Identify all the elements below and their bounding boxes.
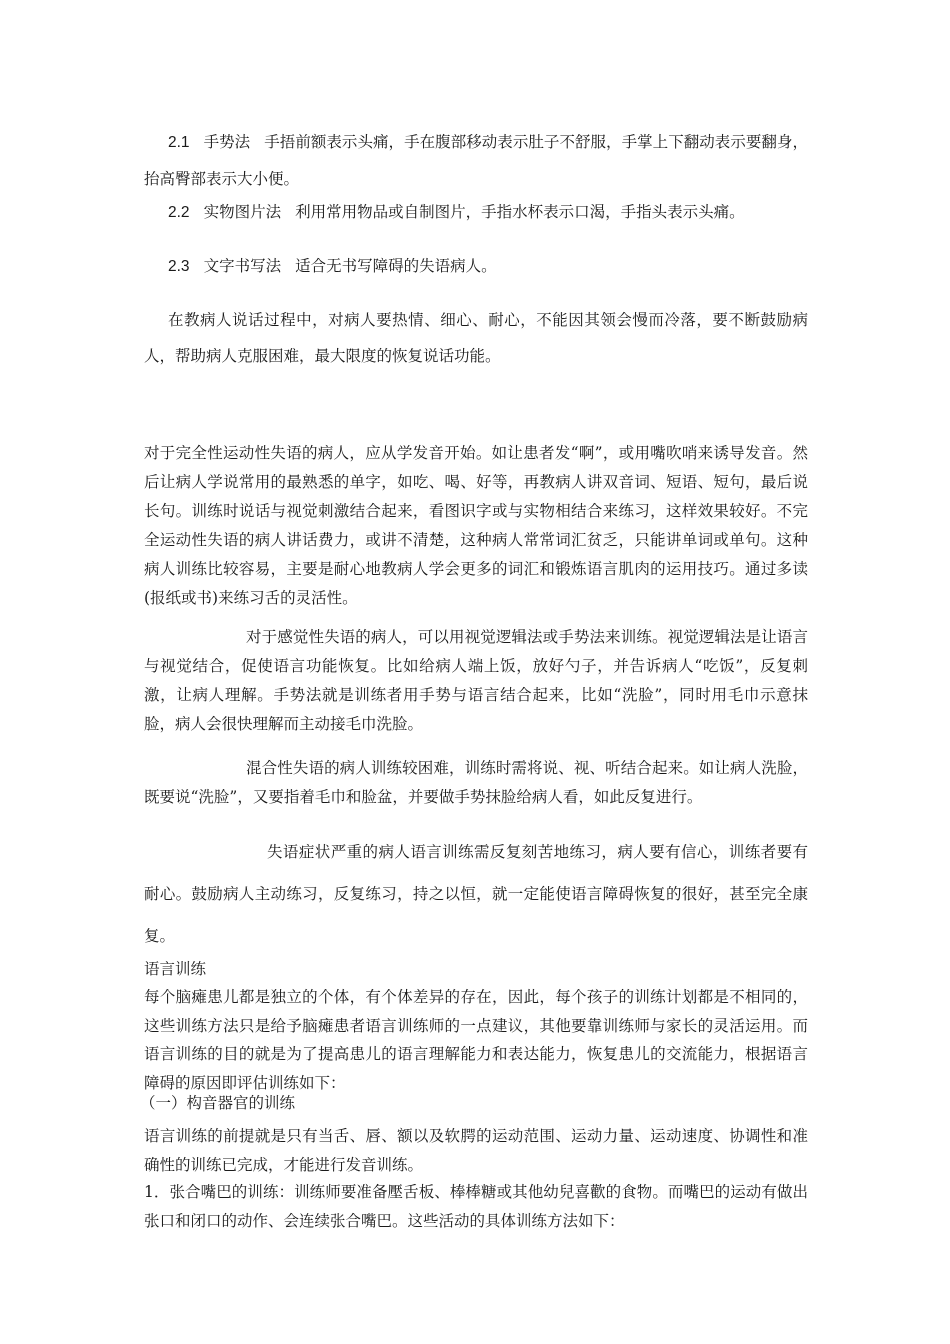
method-picture-text: 利用常用物品或自制图片，手指水杯表示口渴，手指头表示头痛。: [295, 203, 745, 221]
method-gesture-text: 手捂前额表示头痛，手在腹部移动表示肚子不舒服，手掌上下翻动表示要翻身，抬高臀部表示大小便。: [144, 133, 808, 188]
method-writing-number: 2.3: [168, 258, 190, 275]
encourage-paragraph: 在教病人说话过程中，对病人要热情、细心、耐心，不能因其领会慢而冷落，要不断鼓励病人，帮助病人克服困难，最大限度的恢复说话功能。: [144, 311, 808, 365]
method-writing-text: 适合无书写障碍的失语病人。: [295, 257, 497, 275]
severe-aphasia-paragraph: 失语症状严重的病人语言训练需反复刻苦地练习，病人要有信心，训练者要有耐心。鼓励病人主动练习，反复练习，持之以恒，就一定能使语言障碍恢复的很好，甚至完全康复。: [144, 843, 808, 945]
mixed-aphasia-paragraph: 混合性失语的病人训练较困难，训练时需将说、视、听结合起来。如让病人洗脸，既要说“洗脸”，又要指着毛巾和脸盆，并要做手势抹脸给病人看，如此反复进行。: [144, 759, 808, 806]
subsection-title: （一）构音器官的训练: [140, 1094, 296, 1112]
motor-aphasia-paragraph: 对于完全性运动性失语的病人，应从学发音开始。如让患者发“啊”，或用嘴吹哨来诱导发音。然后让病人学说常用的最熟悉的单字，如吃、喝、好等，再教病人讲双音词、短语、短句，最后说长句。训练时说话与视觉刺激结合起来，看图识字或与实物相结合来练习，这样效果较好。不完全运动性失语的病人讲话费力，或讲不清楚，这种病人常常词汇贫乏，只能讲单词或单句。这种病人训练比较容易，主要是耐心地教病人学会更多的词汇和锻炼语言肌肉的运用技巧。通过多读(报纸或书)来练习舌的灵活性。: [144, 444, 808, 607]
articulation-paragraph: 语言训练的前提就是只有当舌、唇、额以及软腭的运动范围、运动力量、运动速度、协调性和准确性的训练已完成，才能进行发音训练。: [144, 1127, 808, 1174]
method-picture-paragraph: [144, 196, 808, 229]
method-picture-number: 2.2: [168, 204, 190, 221]
method-gesture-number: 2.1: [168, 134, 190, 151]
method-picture-title: 实物图片法: [203, 203, 282, 221]
mouth-training-paragraph: 1．张合嘴巴的训练：训练师要准备壓舌板、棒棒糖或其他幼兒喜歡的食物。而嘴巴的运动有做出张口和闭口的动作、会连续张合嘴巴。这些活动的具体训练方法如下：: [144, 1183, 808, 1230]
method-writing-paragraph: [144, 250, 808, 283]
sensory-aphasia-paragraph: 对于感觉性失语的病人，可以用视觉逻辑法或手势法来训练。视觉逻辑法是让语言与视觉结合，促使语言功能恢复。比如给病人端上饭，放好勺子，并告诉病人“吃饭”，反复刺激，让病人理解。手势法就是训练者用手势与语言结合起来，比如“洗脸”，同时用毛巾示意抹脸，病人会很快理解而主动接毛巾洗脸。: [144, 628, 808, 733]
cp-intro-paragraph: 每个脑瘫患儿都是独立的个体，有个体差异的存在，因此，每个孩子的训练计划都是不相同的，这些训练方法只是给予脑瘫患者语言训练师的一点建议，其他要靠训练师与家长的灵活运用。而语言训练的目的就是为了提高患儿的语言理解能力和表达能力，恢复患儿的交流能力，根据语言障碍的原因即评估训练如下：: [144, 988, 808, 1092]
section-title: 语言训练: [144, 960, 207, 978]
method-writing-title: 文字书写法: [203, 257, 282, 275]
method-gesture-title: 手势法: [203, 133, 251, 151]
method-gesture-paragraph: [144, 124, 808, 197]
